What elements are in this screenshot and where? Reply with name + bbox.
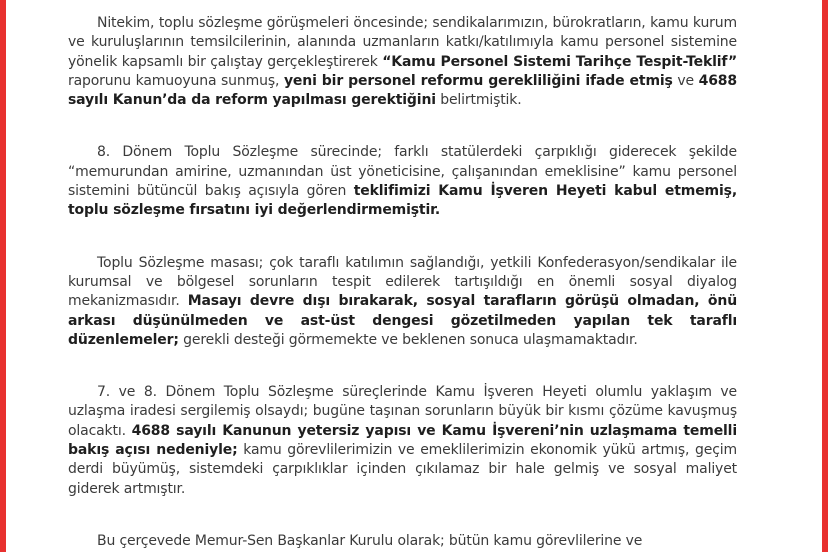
- paragraph-3: [68, 254, 737, 350]
- p1-seg-0: Nitekim, toplu sözleşme görüşmeleri öncesinde; sendikalarımızın, bürokratların, kamu kurum ve kuruluşlarının temsilcilerinin, alanında uzmanların katkı/katılımıyla kamu personel sistemine yönelik kapsamlı bir çalıştay gerçekleştirerek: [68, 15, 737, 70]
- p4-seg-1: 4688 sayılı Kanunun yetersiz yapısı ve Kamu İşvereni’nin uzlaşmama temelli bakış açısı nedeniyle;: [68, 422, 737, 459]
- document-body: [68, 14, 737, 551]
- paragraph-4: [68, 383, 737, 499]
- p2-seg-1: teklifimizi Kamu İşveren Heyeti kabul etmemiş, toplu sözleşme fırsatını iyi değerlendirmemiştir.: [68, 183, 737, 219]
- paragraph-5-cut-off: [68, 532, 737, 551]
- p1-seg-1: “Kamu Personel Sistemi Tarihçe Tespit-Teklif”: [382, 53, 737, 70]
- p3-seg-2: gerekli desteği görmemekte ve beklenen sonuca ulaşmamaktadır.: [178, 331, 638, 348]
- p1-seg-4: ve: [672, 72, 699, 89]
- p4-seg-0: 7. ve 8. Dönem Toplu Sözleşme süreçlerinde Kamu İşveren Heyeti olumlu yaklaşım ve uzlaşma iradesi sergilemiş olsaydı; bugüne taşınan sorunların büyük bir kısmı çözüme kavuşmuş olacaktı.: [68, 384, 737, 439]
- p1-seg-6: belirtmiştik.: [435, 92, 522, 109]
- left-border-stripe: [0, 0, 6, 552]
- paragraph-1: [68, 14, 737, 110]
- p3-seg-1: Masayı devre dışı bırakarak, sosyal tarafların görüşü olmadan, önü arkası düşünülmeden ve ast-üst dengesi gözetilmeden yapılan tek taraflı düzenlemeler;: [68, 293, 738, 348]
- paragraph-2: [68, 143, 737, 220]
- p1-seg-5: 4688 sayılı Kanun’da da reform yapılması gerektiğini: [68, 72, 737, 109]
- p2-seg-0: 8. Dönem Toplu Sözleşme sürecinde; farklı statülerdeki çarpıklığı giderecek şekilde “memurundan amirine, uzmanından üst yöneticisine, çalışanından emeklisine” kamu personel sistemini bütüncül bakış açısıyla gören: [68, 144, 737, 200]
- p3-seg-0: Toplu Sözleşme masası; çok taraflı katılımın sağlandığı, yetkili Konfederasyon/sendikalar ile kurumsal ve bölgesel sorunların tespit edilerek tartışıldığı en önemli sosyal diyalog mekanizmasıdır.: [68, 254, 737, 310]
- p4-seg-2: kamu görevlilerimizin ve emeklilerimizin ekonomik yükü artmış, geçim derdi büyümüş, sistemdeki çarpıklıklar içinden çıkılamaz bir hale gelmiş ve sosyal maliyet giderek artmıştır.: [68, 442, 737, 497]
- p1-seg-2: raporunu kamuoyuna sunmuş,: [68, 72, 284, 89]
- right-border-stripe: [822, 0, 828, 552]
- p5-cut-line: Bu çerçevede Memur-Sen Başkanlar Kurulu olarak; bütün kamu görevlilerine ve: [97, 532, 643, 549]
- p1-seg-3: yeni bir personel reformu gerekliliğini ifade etmiş: [283, 72, 673, 89]
